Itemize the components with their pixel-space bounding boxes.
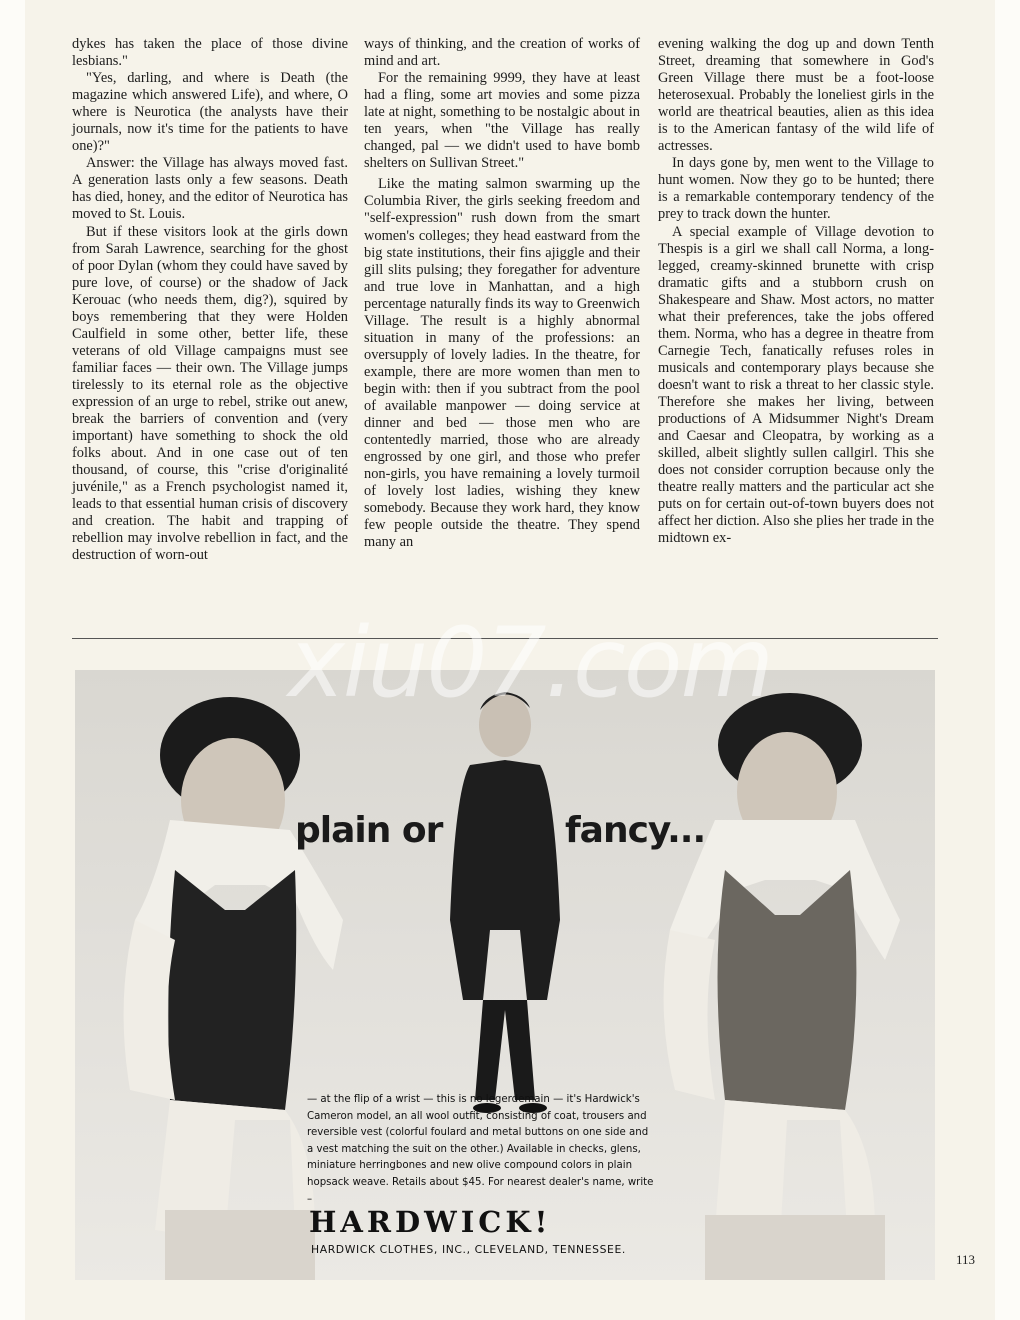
text-column-2 — [364, 36, 640, 551]
paragraph: ways of thinking, and the creation of works of mind and art. — [364, 36, 640, 70]
paragraph: "Yes, darling, and where is Death (the magazine which answered Life), and where, O where is Neurotica (the analysts have their journals, now it's time for the patients to have one)?" — [72, 70, 348, 155]
text-column-3 — [658, 36, 934, 547]
company-address: HARDWICK CLOTHES, INC., CLEVELAND, TENNESSEE. — [311, 1243, 626, 1256]
ad-headline-plain: plain or — [295, 810, 443, 851]
center-model-figure — [450, 692, 560, 1113]
paragraph: In days gone by, men went to the Village to hunt women. Now they go to be hunted; there is a remarkable contemporary tendency of the prey to track down the hunter. — [658, 155, 934, 223]
ad-body-copy: — at the flip of a wrist — this is no legerdemain — it's Hardwick's Cameron model, an all wool outfit, consisting of coat, trousers and reversible vest (colorful foulard and metal buttons on one side and a vest matching the suit on the other.) Available in checks, glens, miniature herringbones and new olive compound colors in plain hopsack weave. Retails about $45. For nearest dealer's name, write – — [307, 1094, 654, 1205]
page-number: 113 — [956, 1252, 976, 1267]
paragraph: evening walking the dog up and down Tenth Street, dreaming that somewhere in God's Green Village there must be a foot-loose heterosexual. Probably the loneliest girls in the world are theatrical beauties, alien as this idea is to the American fantasy of the wild life of actresses. — [658, 36, 934, 155]
paragraph: dykes has taken the place of those divine lesbians." — [72, 36, 348, 70]
hardwick-advertisement — [75, 670, 935, 1280]
right-model-figure — [664, 693, 900, 1280]
watermark: xiu07.com — [287, 607, 773, 719]
text-column-1 — [72, 36, 348, 564]
paragraph: Answer: the Village has always moved fast. A generation lasts only a few seasons. Death has died, honey, and the editor of Neurotica has moved to St. Louis. — [72, 155, 348, 223]
ad-headline-fancy: fancy... — [565, 810, 706, 851]
paragraph: A special example of Village devotion to Thespis is a girl we shall call Norma, a long-legged, creamy-skinned brunette with crisp dramatic gifts and a stubborn crush on Shakespeare and Shaw. Most actors, no matter what their preferences, take the jobs offered them. Norma, who has a degree in theatre from Carnegie Tech, fanatically refuses roles in musicals and contemporary plays because she doesn't want to risk a threat to her classic style. Therefore she makes her living, between productions of A Midsummer Night's Dream and Caesar and Cleopatra, by working as a skilled, albeit slightly sullen callgirl. This she does not consider corruption because only the theatre really matters and the particular act she puts on for certain out-of-town buyers does not affect her diction. Also she plies her trade in the midtown ex- — [658, 223, 934, 547]
paragraph: But if these visitors look at the girls down from Sarah Lawrence, searching for the ghost of poor Dylan (whom they could have saved by pure love, of course) or the shadow of Jack Kerouac (who needs them, dig?), squired by boys remembering that they were Holden Caulfield in some other, better life, these veterans of old Village campaigns must see familiar faces — their own. The Village jumps tirelessly to its eternal role as the objective expression of an urge to rebel, strike out anew, break the barriers of convention and (very important) have something to shock the old folks about. And in one case out of ten thousand, of course, this "crise d'originalité juvénile," as a French psychologist named it, leads to that essential human crisis of discovery and creation. The habit and trapping of rebellion may involve rebellion in fact, and the destruction of worn-out — [72, 223, 348, 564]
paragraph: Like the mating salmon swarming up the Columbia River, the girls seeking freedom and "self-expression" rush down from the smart women's colleges; they head eastward from the big state institutions, their fins ajiggle and their gill slits pulsing; they foregather for adventure and true love in Manhattan, and a high percentage naturally finds its way to Greenwich Village. The result is a highly abnormal situation in many of the professions: an oversupply of lovely ladies. In the theatre, for example, there are more women than men to begin with: then if you subtract from the pool of available manpower — doing service at dinner and bed — those men who are contentedly married, those who are already engrossed by one girl, and those who prefer non-girls, you have remaining a lovely turmoil of lovely lost ladies, wishing they knew somebody. Because they work hard, they know few people outside the theatre. They spend many an — [364, 176, 640, 551]
paragraph: For the remaining 9999, they have at least had a fling, some art movies and some pizza late at night, something to be nostalgic about in ten years, when "the Village has really changed, pal — we didn't used to have bomb shelters on Sullivan Street." — [364, 70, 640, 172]
hardwick-logo: HARDWICK! — [309, 1205, 552, 1239]
